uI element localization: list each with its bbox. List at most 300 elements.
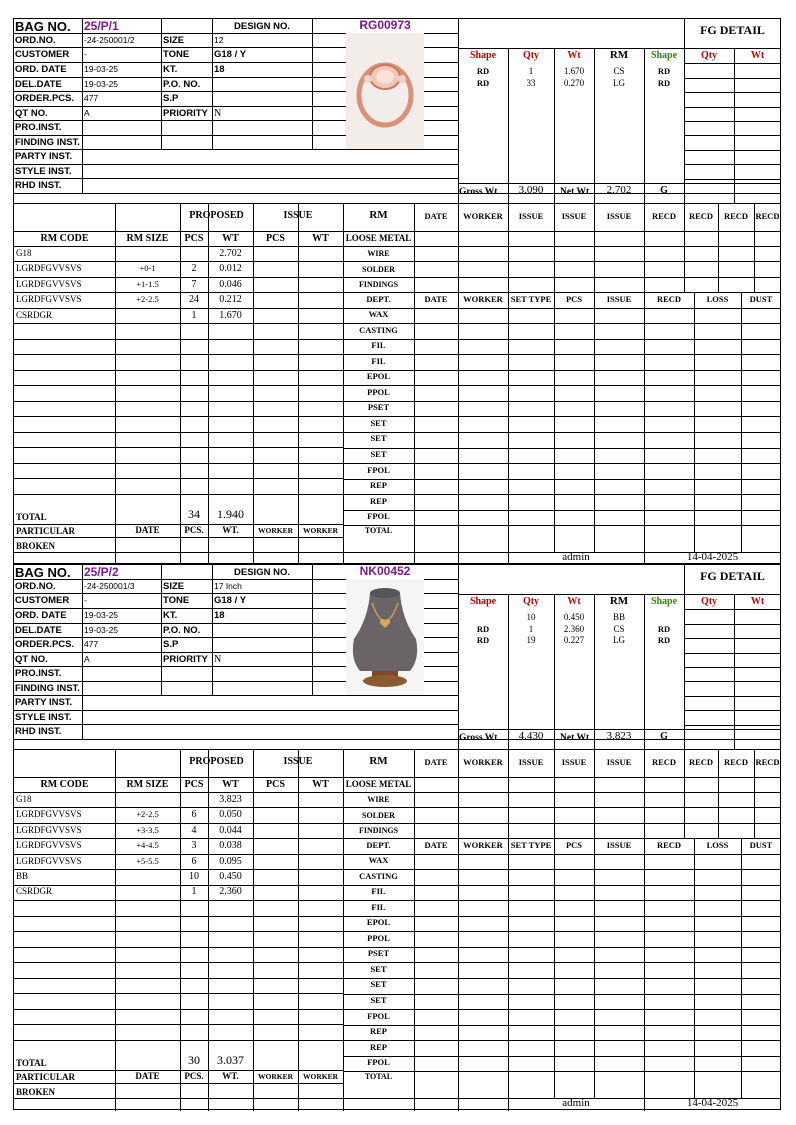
grid-line [14,1009,343,1010]
dept-item: PPOL [367,932,390,943]
kt-value: 18 [214,610,225,621]
gross-wt-label: Gross Wt [459,187,498,197]
dept-item: WAX [368,855,389,865]
po-no-label: P.O. NO. [163,625,201,636]
grid-line [594,292,595,552]
stone-wt: 1.670 [563,66,585,76]
rm-worker-header: WORKER [463,211,503,221]
grid-line [644,292,645,552]
gross-wt-value: 3.090 [518,184,544,196]
rm-code: CSRDGR [16,309,53,320]
grid-line [14,401,343,402]
rm-code: LGRDFGVVSVS [16,809,82,820]
particular-date: DATE [135,525,160,535]
total-pcs: 34 [188,507,200,521]
dept-settype-header: SET TYPE [510,840,552,850]
rm-issue-header-2: ISSUE [561,757,587,767]
rm-size-col: RM SIZE [126,779,169,790]
rm-recd-header-2: RECD [688,211,714,221]
wt-col: WT [222,233,239,244]
fg-detail-title: FG DETAIL [700,23,765,37]
rm-pcs: 6 [191,855,197,867]
rm-code: LGRDFGVVSVS [16,824,82,835]
grid-line [684,92,781,93]
particular-date: DATE [135,1071,160,1081]
rm-code: LGRDFGVVSVS [16,855,82,866]
rm-wt: 2.360 [219,886,242,898]
tone-label: TONE [163,595,190,606]
dept-item: SET [370,963,387,974]
header-label: QT NO. [15,654,48,665]
grid-line [14,724,458,725]
rm-wt: 3.823 [219,794,242,805]
header-label: STYLE INST. [15,166,72,177]
grid-line [684,653,781,654]
issue-pcs-col: PCS [266,233,285,244]
grid-line [14,354,343,355]
grid-line [14,478,343,479]
dept-item: SET [370,433,387,444]
size-value: 12 [214,35,224,45]
col-shape-2: Shape [650,50,678,61]
grid-line [458,838,459,1098]
rm-pcs: 10 [189,871,199,882]
design-no-label: DESIGN NO. [234,21,290,32]
grid-line [115,537,116,565]
grid-line [14,1098,343,1099]
po-no-label: P.O. NO. [163,79,201,90]
grid-line [14,308,343,309]
grid-line [14,885,343,886]
rm-item: LOOSE METAL [345,779,412,789]
dept-worker-header: WORKER [463,294,503,304]
rm-pcs: 1 [191,309,197,321]
grid-line [14,494,343,495]
rm-wt: 0.095 [219,855,242,867]
header-label: ORDER.PCS. [15,639,75,650]
grid-line [14,993,343,994]
grid-line [208,537,209,565]
header-label: PRO.INST. [15,668,62,679]
rm-size: +2-2.5 [136,294,159,305]
sp-label: S.P [163,93,179,104]
rm-header: RM [369,755,388,767]
grid-line [644,838,645,1098]
rm-recd-header: RECD [651,757,677,767]
rm-code: CSRDGR [16,886,53,897]
grid-line [14,416,343,417]
rm-worker-header: WORKER [463,757,503,767]
particular-label: PARTICULAR [16,1072,76,1082]
dept-pcs-header: PCS [565,294,583,304]
broken-label: BROKEN [16,1087,56,1097]
dept-item: FIL [371,886,386,897]
grid-line [14,749,781,750]
net-wt-label: Net Wt [560,187,590,197]
stone-rm: BB [612,612,625,622]
rm-code-col: RM CODE [40,233,89,244]
dept-date-header: DATE [424,294,448,304]
dept-total-label: TOTAL [364,1072,393,1081]
grid-line [82,19,83,193]
grid-line [298,203,299,552]
grid-line [14,447,343,448]
header-label: FINDING INST. [15,137,80,148]
kt-value: 18 [214,64,225,75]
grid-line [554,838,555,1098]
tone-value: G18 / Y [214,595,247,606]
dept-item: EPOL [366,371,391,382]
grid-line [741,292,742,552]
ord-no-value: -24-250001/3 [84,581,135,591]
stone-shape: RD [476,635,490,645]
dept-item: WAX [368,309,389,319]
header-label: ORD. DATE [15,610,67,621]
grid-line [694,838,695,1098]
rm-recd-header-3: RECD [723,757,749,767]
rm-date-header: DATE [424,211,448,221]
printed-by-user: admin [562,551,590,563]
dept-item: SET [370,979,387,990]
dept-worker-header: WORKER [463,840,503,850]
stone-rm: CS [613,66,625,76]
grid-line [734,594,735,750]
rm-pcs: 2 [191,263,197,275]
dept-dust-header: DUST [749,840,773,850]
rm-wt: 0.046 [219,278,242,290]
grid-line [253,749,254,1098]
printed-date: 14-04-2025 [686,1097,739,1109]
grid-line [508,183,509,204]
rm-item: WIRE [367,249,390,259]
header-label: BAG NO. [15,565,71,580]
grid-line [684,121,781,122]
del-date-value: 19-03-25 [84,625,119,635]
dept-recd-header: RECD [656,294,682,304]
del-date-value: 19-03-25 [84,79,119,89]
grid-line [161,19,162,149]
grid-line [14,203,781,204]
issue-wt-col: WT [312,233,329,244]
header-label: CUSTOMER [15,49,70,60]
grid-line [14,962,343,963]
dept-header: DEPT. [366,294,391,304]
grid-line [14,931,343,932]
header-label: PARTY INST. [15,697,73,708]
priority-value: N [214,654,222,665]
col-wt: Wt [567,50,581,61]
grid-line [14,552,343,553]
stone-shape-2: RD [657,635,671,645]
stone-shape: RD [476,66,490,76]
grid-line [414,1098,415,1111]
total-pcs: 30 [188,1053,200,1067]
grid-line [208,1083,209,1111]
header-label: BAG NO. [15,19,71,34]
grid-line [14,339,343,340]
rm-issue-header-3: ISSUE [606,211,632,221]
priority-value: N [214,108,222,119]
rm-date-header: DATE [424,757,448,767]
dept-pcs-header: PCS [565,840,583,850]
header-label: RHD INST. [15,726,62,737]
particular-wt: WT. [222,525,239,535]
issue-header: ISSUE [283,210,313,221]
stone-shape: RD [476,77,490,88]
particular-pcs: PCS. [184,1071,204,1081]
gross-wt-value: 4.430 [518,730,544,742]
rm-code: LGRDFGVVSVS [16,840,82,851]
particular-label: PARTICULAR [16,526,76,536]
dept-item: FIL [371,355,386,366]
grid-line [14,978,343,979]
size-label: SIZE [163,35,185,46]
grid-line [684,696,781,697]
rm-size: +2-2.5 [136,809,159,820]
dept-loss-header: LOSS [706,294,729,304]
col-rm: RM [609,595,629,607]
job-bag-sheet-1 [14,19,782,565]
ord-date-value: 19-03-25 [84,64,119,74]
grid-line [414,838,415,1098]
grid-line [414,292,415,552]
issue-header: ISSUE [283,756,313,767]
stone-shape-2: RD [657,66,671,76]
grid-line [115,749,116,1098]
header-label: CUSTOMER [15,595,70,606]
col-shape: Shape [469,596,497,607]
rm-size: +0-1 [139,263,156,274]
net-wt-label: Net Wt [560,733,590,743]
col-shape-2: Shape [650,596,678,607]
dept-item: SET [370,417,387,428]
dept-item: REP [370,495,387,506]
rm-code-col: RM CODE [40,779,89,790]
net-wt-value: 3.823 [606,730,632,742]
grid-line [298,1083,299,1111]
grid-line [644,729,645,750]
size-label: SIZE [163,581,185,592]
customer-value: - [84,49,87,59]
grid-line [82,565,83,739]
dept-item: REP [370,1041,387,1052]
rm-code: LGRDFGVVSVS [16,263,82,274]
rm-item: SOLDER [362,264,395,274]
grid-line [684,150,781,151]
grid-line [14,193,458,194]
job-bag-sheet-2 [14,565,782,1111]
dept-dust-header: DUST [749,294,773,304]
grid-line [554,183,555,204]
ord-date-value: 19-03-25 [84,610,119,620]
header-label: PRO.INST. [15,122,62,133]
rm-recd-header-4: RECD [755,211,780,221]
customer-value: - [84,595,87,605]
grid-line [14,178,458,179]
tone-value: G18 / Y [214,49,247,60]
dept-item: FPOL [367,511,390,522]
net-wt-value: 2.702 [606,184,632,196]
rm-item: FINDINGS [358,279,399,289]
header-label: ORDER.PCS. [15,93,75,104]
dept-item: REP [370,1026,387,1037]
rm-recd-header: RECD [651,211,677,221]
rm-item: SOLDER [362,810,395,820]
particular-worker-2: WORKER [302,526,338,535]
rm-recd-header-3: RECD [723,211,749,221]
grid-line [253,537,254,565]
rm-issue-header: ISSUE [518,757,544,767]
grid-line [14,916,343,917]
grid-line [644,594,645,750]
gross-wt-label: Gross Wt [459,733,498,743]
grid-line [694,292,695,552]
rm-pcs: 1 [191,886,197,898]
rm-item: FINDINGS [358,825,399,835]
dept-item: PSET [367,948,390,959]
particular-worker-2: WORKER [302,1072,338,1081]
grid-line [161,565,162,695]
pcs-col: PCS [184,779,204,790]
issue-pcs-col: PCS [266,779,285,790]
dept-date-header: DATE [424,840,448,850]
rm-wt: 0.012 [219,263,242,275]
rm-wt: 0.050 [219,809,242,821]
grid-line [312,19,313,149]
stone-wt: 0.450 [563,612,585,622]
grid-line [14,869,343,870]
dept-recd-header: RECD [656,840,682,850]
rm-code: LGRDFGVVSVS [16,294,82,305]
stone-rm: LG [613,635,625,645]
grid-line [14,1040,343,1041]
grid-line [684,78,781,79]
dept-item: FPOL [367,1057,390,1068]
particular-pcs: PCS. [184,525,204,535]
pcs-col: PCS [184,233,204,244]
rm-wt: 0.450 [219,871,242,882]
dept-item: CASTING [359,324,398,335]
rm-item: LOOSE METAL [345,233,412,243]
col-wt-2: Wt [750,50,765,61]
grid-line [14,900,343,901]
col-rm: RM [609,49,629,61]
sp-label: S.P [163,639,179,650]
header-label: ORD.NO. [15,35,56,46]
stone-qty: 10 [526,612,536,622]
grid-line [458,1098,459,1111]
rm-wt: 0.044 [219,824,242,836]
dept-item: PPOL [367,386,390,397]
total-label: TOTAL [16,1058,47,1068]
g-label: G [660,185,668,196]
rm-issue-header: ISSUE [518,211,544,221]
dept-item: FIL [371,901,386,912]
grid-line [508,292,509,552]
order-pcs-value: 477 [84,93,99,103]
grid-line [14,323,343,324]
dept-item: SET [370,448,387,459]
dept-item: FPOL [367,464,390,475]
product-ring-image [346,33,424,149]
col-qty: Qty [522,50,540,61]
grid-line [298,749,299,1098]
grid-line [14,370,343,371]
grid-line [554,292,555,552]
particular-worker: WORKER [257,526,293,535]
header-label: DEL.DATE [15,625,62,636]
grid-line [684,135,781,136]
dept-item: FIL [371,340,386,351]
grid-line [734,48,735,204]
header-label: ORD.NO. [15,581,56,592]
grid-line [594,183,595,204]
rm-wt: 0.038 [219,840,242,852]
grid-line [684,565,685,750]
grid-line [594,729,595,750]
grid-line [458,565,459,739]
issue-wt-col: WT [312,779,329,790]
col-qty: Qty [522,596,540,607]
kt-label: KT. [163,610,178,621]
proposed-header: PROPOSED [189,210,244,221]
rm-code: BB [16,871,29,881]
ord-no-value: -24-250001/2 [84,35,135,45]
stone-shape: RD [476,623,490,634]
col-qty-2: Qty [700,596,718,607]
stone-qty: 33 [526,77,536,88]
header-label: ORD. DATE [15,64,67,75]
particular-wt: WT. [222,1071,239,1081]
dept-item: CASTING [359,870,398,881]
grid-line [644,183,645,204]
grid-line [180,749,181,1098]
dept-item: PSET [367,402,390,413]
priority-label: PRIORITY [163,108,208,119]
grid-line [115,1083,116,1111]
header-label: FINDING INST. [15,683,80,694]
header-label: STYLE INST. [15,712,72,723]
col-qty-2: Qty [700,50,718,61]
qt-no-value: A [84,654,90,664]
rm-size-col: RM SIZE [126,233,169,244]
rm-pcs: 6 [191,809,197,821]
bag-no-value: 25/P/2 [84,565,119,579]
product-necklace-image [346,579,424,695]
rm-item: WIRE [367,795,390,805]
kt-label: KT. [163,64,178,75]
dept-total-label: TOTAL [364,526,393,535]
dept-item: EPOL [366,917,391,928]
rm-issue-header-3: ISSUE [606,757,632,767]
wt-col: WT [222,779,239,790]
total-label: TOTAL [16,512,47,522]
stone-qty: 1 [528,623,534,634]
grid-line [14,739,458,740]
particular-worker: WORKER [257,1072,293,1081]
order-pcs-value: 477 [84,639,99,649]
dept-header: DEPT. [366,840,391,850]
rm-code: LGRDFGVVSVS [16,278,82,289]
grid-line [684,63,781,64]
grid-line [684,710,781,711]
stone-wt: 2.360 [563,623,585,634]
grid-line [180,1083,181,1111]
grid-line [684,107,781,108]
stone-rm: CS [613,623,625,634]
bag-no-value: 25/P/1 [84,19,119,33]
stone-wt: 0.227 [563,635,585,645]
